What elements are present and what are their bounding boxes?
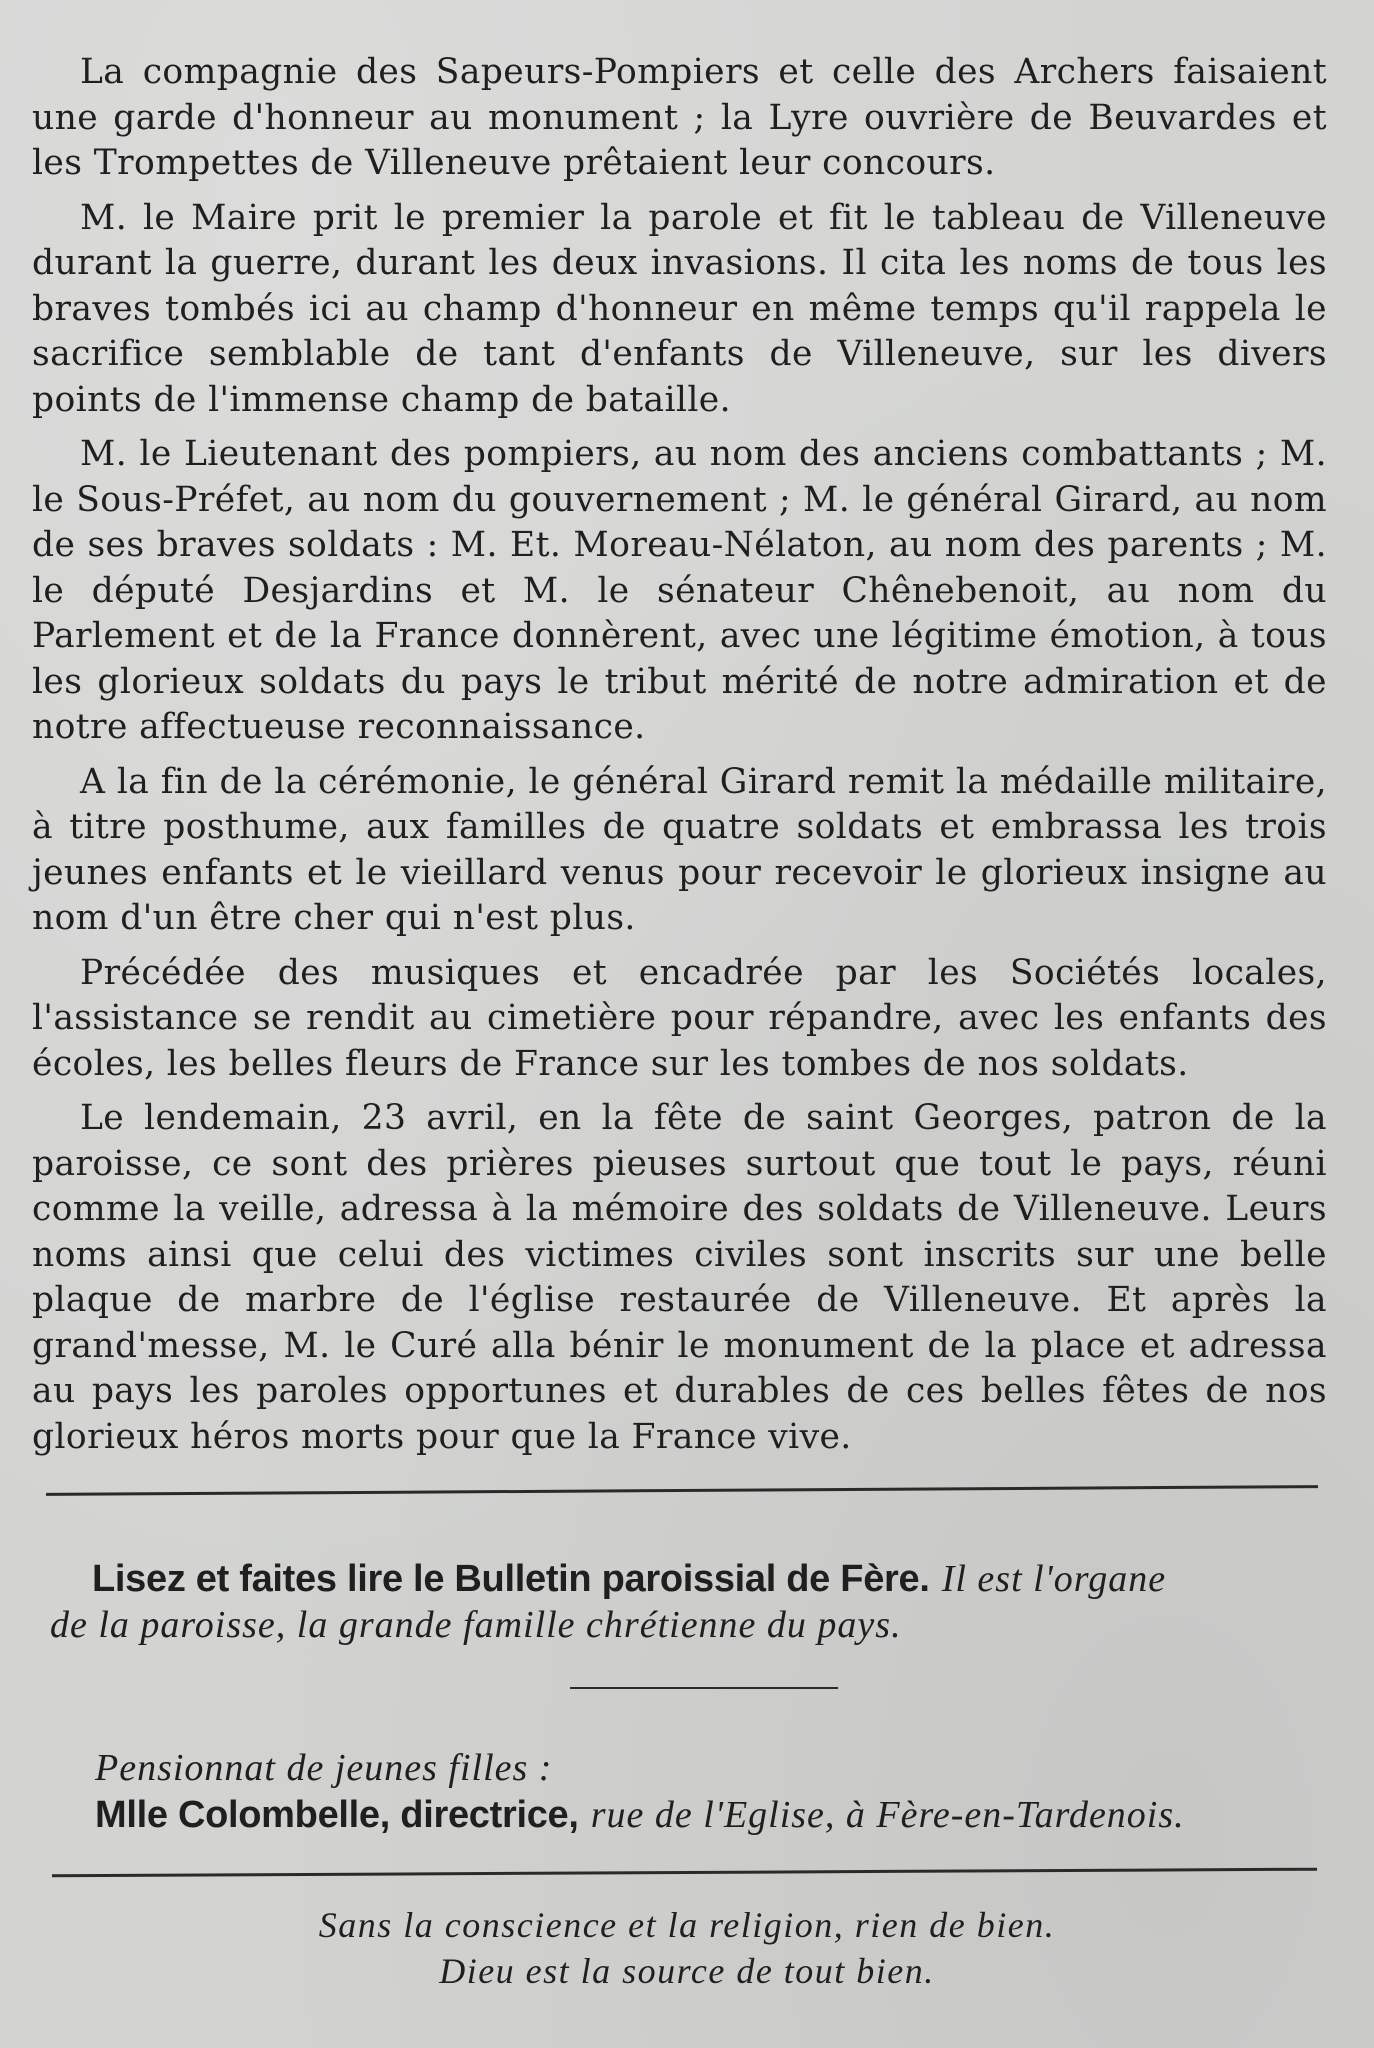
- pensionnat-address: rue de l'Eglise, à Fère-en-Tardenois.: [590, 1794, 1185, 1836]
- paragraph-2: M. le Maire prit le premier la parole et fit le tableau de Villeneuve durant la guerre, durant les deux invasions. Il cita les noms de tous les braves tombés ici au champ d'honneur en même temps qu'il rappela le sacrifice semblable de tant d'enfants de Villeneuve, sur les divers points de l'immense champ de bataille.: [32, 197, 1327, 420]
- paragraph-3: M. le Lieutenant des pompiers, au nom des anciens combattants ; M. le Sous-Préfet, au nom du gouvernement ; M. le général Girard, au nom de ses braves soldats : M. Et. Moreau-Nélaton, au nom des parents ; M. le député Desjardins et M. le sénateur Chênebenoit, au nom du Parlement et de la France donnèrent, avec une légitime émotion, à tous les glorieux soldats du pays le tribut mérité de notre admiration et de notre affectueuse reconnaissance.: [32, 434, 1327, 747]
- closing-line-2: Dieu est la source de tout bien.: [439, 1951, 935, 1991]
- pensionnat-notice: [95, 1745, 1374, 1838]
- bulletin-notice-italic-1: Il est l'organe: [941, 1558, 1167, 1600]
- article-body: [32, 50, 1327, 1469]
- paragraph-1: La compagnie des Sapeurs-Pompiers et celle des Archers faisaient une garde d'honneur au monument ; la Lyre ouvrière de Beuvardes et les Trompettes de Villeneuve prêtaient leur concours.: [32, 52, 1327, 183]
- bulletin-notice: [50, 1555, 1330, 1648]
- pensionnat-heading: Pensionnat de jeunes filles :: [95, 1747, 553, 1789]
- closing-line-1: Sans la conscience et la religion, rien de bien.: [318, 1905, 1056, 1945]
- pensionnat-line-2: [95, 1791, 1374, 1838]
- paragraph-4: A la fin de la cérémonie, le général Girard remit la médaille militaire, à titre posthume, aux familles de quatre soldats et embrassa les trois jeunes enfants et le vieillard venus pour recevoir le glorieux insigne au nom d'un être cher qui n'est plus.: [32, 761, 1327, 938]
- divider-top: [46, 1485, 1318, 1496]
- bulletin-notice-italic-2: de la paroisse, la grande famille chrétienne du pays.: [50, 1604, 902, 1646]
- divider-bottom: [52, 1868, 1317, 1878]
- divider-short: [570, 1687, 838, 1689]
- paragraph-6: Le lendemain, 23 avril, en la fête de saint Georges, patron de la paroisse, ce sont des prières pieuses surtout que tout le pays, réuni comme la veille, adressa à la mémoire des soldats de Villeneuve. Leurs noms ainsi que celui des victimes civiles sont inscrits sur une belle plaque de marbre de l'église restaurée de Villeneuve. Et après la grand'messe, M. le Curé alla bénir le monument de la place et adressa au pays les paroles opportunes et durables de ces belles fêtes de nos glorieux héros morts pour que la France vive.: [32, 1098, 1327, 1457]
- closing-maxim: [0, 1902, 1374, 1994]
- bulletin-notice-line-1: [50, 1555, 1330, 1602]
- pensionnat-name: Mlle Colombelle, directrice,: [95, 1794, 579, 1836]
- bulletin-notice-bold: Lisez et faites lire le Bulletin paroissial de Fère.: [92, 1558, 930, 1600]
- paragraph-5: Précédée des musiques et encadrée par les Sociétés locales, l'assistance se rendit au cimetière pour répandre, avec les enfants des écoles, les belles fleurs de France sur les tombes de nos soldats.: [32, 952, 1327, 1084]
